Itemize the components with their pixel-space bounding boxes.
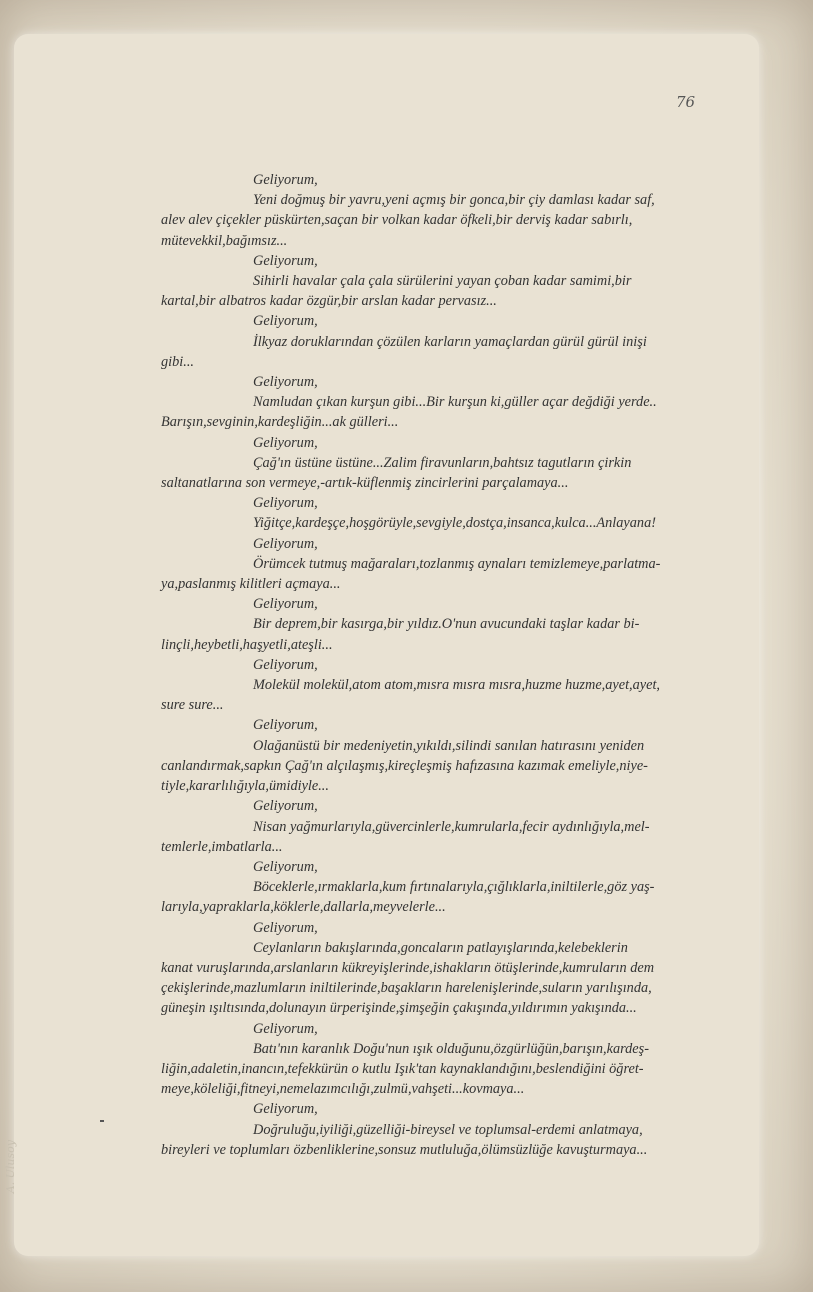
poem-body [145, 170, 725, 1160]
text-line: çekişlerinde,mazlumların iniltilerinde,başakların harelenişlerinde,suların yarılışında, [161, 980, 652, 997]
text-line: Nisan yağmurlarıyla,güvercinlerle,kumrularla,fecir aydınlığıyla,mel- [253, 818, 650, 835]
text-line: Ceylanların bakışlarında,goncaların patlayışlarında,kelebeklerin [253, 939, 628, 956]
text-line: Namludan çıkan kurşun gibi...Bir kurşun ki,güller açar değdiği yerde.. [253, 394, 657, 411]
text-line: Yeni doğmuş bir yavru,yeni açmış bir gonca,bir çiy damlası kadar saf, [253, 192, 655, 209]
text-line: canlandırmak,sapkın Çağ'ın alçılaşmış,kireçleşmiş hafızasına kazımak emeliyle,niye- [161, 757, 648, 774]
text-line: Geliyorum, [253, 172, 318, 188]
text-line: bireyleri ve toplumları özbenliklerine,sonsuz mutluluğa,ölümsüzlüğe kavuşturmaya... [161, 1141, 648, 1158]
text-line: kartal,bir albatros kadar özgür,bir arslan kadar pervasız... [161, 293, 497, 310]
margin-signature: A. Ulusoy [4, 1140, 17, 1194]
ink-mark [100, 1120, 104, 1122]
text-line: Geliyorum, [253, 858, 318, 875]
text-line: Böceklerle,ırmaklarla,kum fırtınalarıyla,çığlıklarla,iniltilerle,göz yaş- [253, 879, 655, 896]
text-line: Geliyorum, [253, 495, 318, 512]
text-line: Geliyorum, [253, 919, 318, 936]
text-line: güneşin ışıltısında,dolunayın ürperişinde,şimşeğin çakışında,yıldırımın yakışında... [161, 1000, 637, 1017]
text-line: Geliyorum, [253, 1101, 318, 1118]
text-line: Yiğitçe,kardeşçe,hoşgörüyle,sevgiyle,dostça,insanca,kulca...Anlayana! [253, 515, 656, 532]
text-line: Geliyorum, [253, 596, 318, 613]
text-line: Doğruluğu,iyiliği,güzelliği-bireysel ve toplumsal-erdemi anlatmaya, [253, 1121, 643, 1138]
text-line: Geliyorum, [253, 313, 318, 330]
text-line: ya,paslanmış kilitleri açmaya... [161, 576, 341, 593]
text-line: meye,köleliği,fitneyi,nemelazımcılığı,zulmü,vahşeti...kovmaya... [161, 1081, 525, 1098]
text-line: Sihirli havalar çala çala sürülerini yayan çoban kadar samimi,bir [253, 273, 632, 290]
text-line: Bir deprem,bir kasırga,bir yıldız.O'nun avucundaki taşlar kadar bi- [253, 616, 640, 633]
text-line: Geliyorum, [253, 798, 318, 815]
text-line: Örümcek tutmuş mağaraları,tozlanmış aynaları temizlemeye,parlatma- [253, 555, 661, 572]
text-line: Geliyorum, [253, 1020, 318, 1037]
text-line: alev alev çiçekler püskürten,saçan bir volkan kadar öfkeli,bir derviş kadar sabırlı, [161, 212, 633, 229]
text-line: Geliyorum, [253, 656, 318, 673]
text-line: larıyla,yapraklarla,köklerle,dallarla,meyvelerle... [161, 899, 446, 916]
text-line: Geliyorum, [253, 717, 318, 734]
text-line: İlkyaz doruklarından çözülen karların yamaçlardan gürül gürül inişi [253, 333, 647, 350]
text-line: gibi... [161, 353, 194, 370]
text-line: Barışın,sevginin,kardeşliğin...ak gülleri... [161, 414, 399, 431]
text-line: temlerle,imbatlarla... [161, 838, 283, 855]
text-line: mütevekkil,bağımsız... [161, 232, 288, 249]
page-number: 76 [676, 93, 696, 111]
text-line: Olağanüstü bir medeniyetin,yıkıldı,silindi sanılan hatırasını yeniden [253, 737, 645, 754]
text-line: saltanatlarına son vermeye,-artık-küflenmiş zincirlerini parçalamaya... [161, 475, 569, 492]
text-line: Geliyorum, [253, 434, 318, 451]
text-line: sure sure... [161, 697, 224, 714]
text-line: Çağ'ın üstüne üstüne...Zalim firavunların,bahtsız tagutların çirkin [253, 454, 632, 471]
text-line: Molekül molekül,atom atom,mısra mısra mısra,huzme huzme,ayet,ayet, [253, 677, 661, 694]
text-line: Geliyorum, [253, 535, 318, 552]
text-line: Geliyorum, [253, 252, 318, 269]
text-line: Batı'nın karanlık Doğu'nun ışık olduğunu,özgürlüğün,barışın,kardeş- [253, 1040, 649, 1057]
text-line: kanat vuruşlarında,arslanların kükreyişlerinde,ishakların ötüşlerinde,kumruların dem [161, 959, 655, 976]
text-line: linçli,heybetli,haşyetli,ateşli... [161, 636, 333, 653]
text-line: Geliyorum, [253, 374, 318, 391]
text-line: liğin,adaletin,inancın,tefekkürün o kutlu Işık'tan kaynaklandığını,beslendiğini öğret- [161, 1060, 644, 1077]
text-line: tiyle,kararlılığıyla,ümidiyle... [161, 778, 329, 795]
